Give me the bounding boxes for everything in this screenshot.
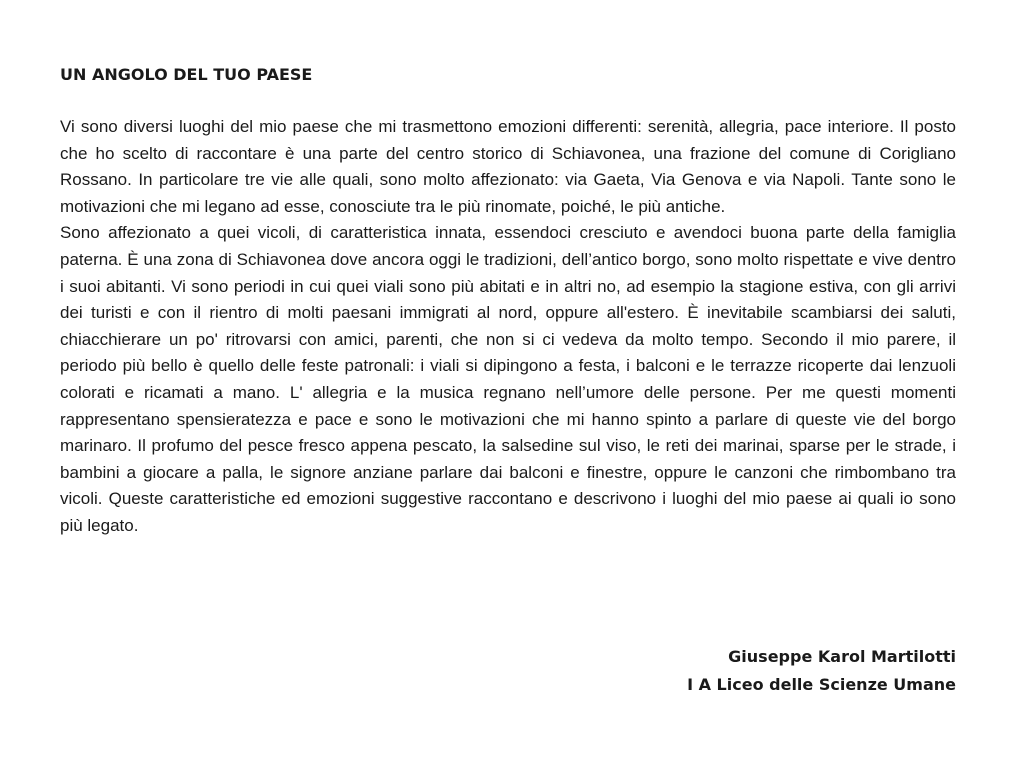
paragraph-2: Sono affezionato a quei vicoli, di caratteristica innata, essendoci cresciuto e avendoci buona parte della famiglia paterna. È una zona di Schiavonea dove ancora oggi le tradizioni, dell’antico borgo, sono molto rispettate e vive dentro i suoi abitanti. Vi sono periodi in cui quei viali sono più abitati e in altri no, ad esempio la stagione estiva, con gli arrivi dei turisti e con il rientro di molti paesani immigrati al nord, oppure all'estero. È inevitabile scambiarsi dei saluti, chiacchierare un po' ritrovarsi con amici, parenti, che non si ci vedeva da molto tempo. Secondo il mio parere, il periodo più bello è quello delle feste patronali: i viali si dipingono a festa, i balconi e le terrazze ricoperte dai lenzuoli colorati e ricamati a mano. L' allegria e la musica regnano nell’umore delle persone. Per me questi momenti rappresentano spensieratezza e pace e sono le motivazioni che mi hanno spinto a parlare di queste vie del borgo marinaro. Il profumo del pesce fresco appena pescato, la salsedine sul viso, le reti dei marinai, sparse per le strade, i bambini a giocare a palla, le signore anziane parlare dai balconi e finestre, oppure le canzoni che rimbombano tra vicoli. Queste caratteristiche ed emozioni suggestive raccontano e descrivono i luoghi del mio paese ai quali io sono più legato. <box>60 223 956 535</box>
document-title: UN ANGOLO DEL TUO PAESE <box>60 65 313 84</box>
document-page <box>60 64 956 540</box>
signature-block <box>687 643 956 699</box>
author-name: Giuseppe Karol Martilotti <box>728 647 956 666</box>
author-class: I A Liceo delle Scienze Umane <box>687 675 956 694</box>
document-body <box>60 114 956 540</box>
paragraph-1: Vi sono diversi luoghi del mio paese che mi trasmettono emozioni differenti: serenità, allegria, pace interiore. Il posto che ho scelto di raccontare è una parte del centro storico di Schiavonea, una frazione del comune di Corigliano Rossano. In particolare tre vie alle quali, sono molto affezionato: via Gaeta, Via Genova e via Napoli. Tante sono le motivazioni che mi legano ad esse, conosciute tra le più rinomate, poiché, le più antiche. <box>60 117 956 216</box>
